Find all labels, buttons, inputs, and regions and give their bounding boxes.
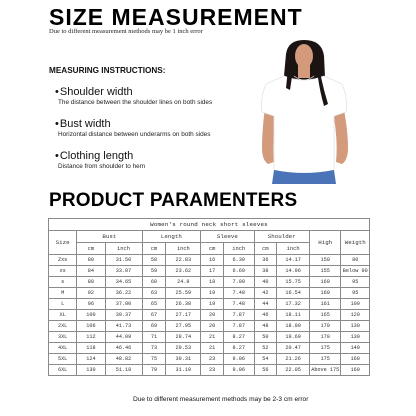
cell-high: 170 — [309, 321, 341, 332]
cell-shoulder-inch: 15.75 — [277, 277, 310, 288]
cell-shoulder-cm: 38 — [254, 266, 277, 277]
cell-length-inch: 27.95 — [166, 321, 201, 332]
cell-shoulder-cm: 42 — [254, 288, 277, 299]
table-row — [49, 299, 370, 310]
bullet-icon: • — [55, 118, 59, 130]
cell-sleeve-cm: 20 — [201, 310, 224, 321]
cell-shoulder-cm: 56 — [254, 365, 277, 376]
cell-bust-inch: 31.50 — [105, 255, 142, 266]
cell-bust-cm: 80 — [77, 255, 105, 266]
cell-weight: 80 — [341, 255, 370, 266]
cell-sleeve-inch: 9.06 — [224, 354, 254, 365]
cell-shoulder-cm: 48 — [254, 321, 277, 332]
cell-sleeve-cm: 17 — [201, 266, 224, 277]
cell-bust-inch: 39.37 — [105, 310, 142, 321]
cell-sleeve-inch: 9.06 — [224, 365, 254, 376]
table-row — [49, 310, 370, 321]
cell-bust-inch: 46.46 — [105, 343, 142, 354]
table-caption: Women's round neck short sleeves — [49, 219, 370, 231]
cell-length-inch: 22.83 — [166, 255, 201, 266]
cell-size: 4XL — [49, 343, 77, 354]
cell-length-cm: 65 — [142, 299, 166, 310]
cell-length-cm: 71 — [142, 332, 166, 343]
unit-inch: inch — [105, 243, 142, 255]
table-row — [49, 288, 370, 299]
unit-inch: inch — [224, 243, 254, 255]
cell-shoulder-cm: 54 — [254, 354, 277, 365]
header-bust: Bust — [77, 231, 142, 243]
cell-shoulder-inch: 22.05 — [277, 365, 310, 376]
cell-length-inch: 27.17 — [166, 310, 201, 321]
cell-bust-inch: 44.09 — [105, 332, 142, 343]
cell-shoulder-inch: 19.69 — [277, 332, 310, 343]
cell-sleeve-cm: 21 — [201, 332, 224, 343]
cell-bust-inch: 37.80 — [105, 299, 142, 310]
cell-shoulder-inch: 17.32 — [277, 299, 310, 310]
unit-cm: cm — [77, 243, 105, 255]
cell-sleeve-cm: 23 — [201, 354, 224, 365]
cell-bust-cm: 92 — [77, 288, 105, 299]
cell-sleeve-inch: 8.27 — [224, 343, 254, 354]
cell-bust-inch: 51.18 — [105, 365, 142, 376]
product-parameters-title: PRODUCT PARAMENTERS — [49, 190, 298, 211]
footer-error-note: Due to different measurement methods may be 2-3 cm error — [133, 396, 309, 403]
cell-length-inch: 29.53 — [166, 343, 201, 354]
cell-length-cm: 75 — [142, 354, 166, 365]
cell-shoulder-inch: 16.54 — [277, 288, 310, 299]
cell-length-cm: 67 — [142, 310, 166, 321]
cell-sleeve-cm: 19 — [201, 288, 224, 299]
cell-bust-cm: 96 — [77, 299, 105, 310]
cell-shoulder-cm: 40 — [254, 277, 277, 288]
cell-sleeve-inch: 7.09 — [224, 277, 254, 288]
model-tshirt-illustration — [244, 38, 364, 184]
cell-high: 175 — [309, 343, 341, 354]
table-row — [49, 365, 370, 376]
header-sleeve: Sleeve — [201, 231, 254, 243]
cell-weight: 160 — [341, 354, 370, 365]
cell-size: XL — [49, 310, 77, 321]
cell-weight: 130 — [341, 332, 370, 343]
cell-shoulder-inch: 18.11 — [277, 310, 310, 321]
cell-bust-inch: 33.07 — [105, 266, 142, 277]
cell-length-cm: 73 — [142, 343, 166, 354]
cell-weight: 95 — [341, 277, 370, 288]
instruction-label: Bust width — [59, 118, 111, 130]
size-table-body — [49, 255, 370, 376]
unit-cm: cm — [254, 243, 277, 255]
cell-sleeve-inch: 6.69 — [224, 266, 254, 277]
cell-bust-cm: 118 — [77, 343, 105, 354]
cell-size: 5XL — [49, 354, 77, 365]
cell-weight: 95 — [341, 288, 370, 299]
cell-length-inch: 26.38 — [166, 299, 201, 310]
cell-sleeve-inch: 7.48 — [224, 288, 254, 299]
measurement-error-note: Due to different measurement methods may be 1 inch error — [49, 28, 203, 35]
cell-shoulder-cm: 50 — [254, 332, 277, 343]
cell-weight: Below 90 — [341, 266, 370, 277]
cell-bust-inch: 36.22 — [105, 288, 142, 299]
cell-size: M — [49, 288, 77, 299]
unit-inch: inch — [166, 243, 201, 255]
cell-size: s — [49, 277, 77, 288]
instruction-desc: Distance from shoulder to hem — [58, 163, 146, 170]
cell-sleeve-cm: 16 — [201, 255, 224, 266]
header-high: High — [309, 231, 341, 255]
cell-sleeve-inch: 6.30 — [224, 255, 254, 266]
instruction-desc: The distance between the shoulder lines on both sides — [58, 99, 213, 106]
cell-high: 160 — [309, 277, 341, 288]
cell-bust-inch: 34.65 — [105, 277, 142, 288]
cell-length-cm: 60 — [142, 277, 166, 288]
cell-high: Above 175 — [309, 365, 341, 376]
cell-shoulder-cm: 52 — [254, 343, 277, 354]
table-row — [49, 255, 370, 266]
cell-length-inch: 28.74 — [166, 332, 201, 343]
cell-shoulder-cm: 46 — [254, 310, 277, 321]
cell-length-inch: 23.62 — [166, 266, 201, 277]
cell-bust-cm: 112 — [77, 332, 105, 343]
unit-cm: cm — [142, 243, 166, 255]
cell-sleeve-inch: 7.48 — [224, 299, 254, 310]
instruction-label: Shoulder width — [59, 86, 133, 98]
cell-sleeve-inch: 7.87 — [224, 321, 254, 332]
cell-length-cm: 58 — [142, 255, 166, 266]
cell-high: 150 — [309, 255, 341, 266]
cell-size: 3XL — [49, 332, 77, 343]
cell-high: 160 — [309, 288, 341, 299]
cell-sleeve-cm: 21 — [201, 343, 224, 354]
cell-length-cm: 79 — [142, 365, 166, 376]
instruction-label: Clothing length — [59, 150, 134, 162]
cell-weight: 120 — [341, 310, 370, 321]
cell-length-inch: 30.31 — [166, 354, 201, 365]
table-row — [49, 266, 370, 277]
cell-sleeve-cm: 19 — [201, 299, 224, 310]
cell-shoulder-inch: 14.96 — [277, 266, 310, 277]
cell-sleeve-cm: 20 — [201, 321, 224, 332]
cell-length-cm: 63 — [142, 288, 166, 299]
instruction-item-shoulder — [55, 86, 212, 106]
cell-bust-cm: 88 — [77, 277, 105, 288]
cell-sleeve-cm: 23 — [201, 365, 224, 376]
cell-bust-cm: 130 — [77, 365, 105, 376]
cell-size: L — [49, 299, 77, 310]
size-table — [48, 218, 370, 388]
table-row — [49, 277, 370, 288]
header-weight: Weigth — [341, 231, 370, 255]
unit-inch: inch — [277, 243, 310, 255]
bullet-icon: • — [55, 86, 59, 98]
cell-shoulder-inch: 14.17 — [277, 255, 310, 266]
cell-length-cm: 69 — [142, 321, 166, 332]
cell-bust-inch: 41.73 — [105, 321, 142, 332]
cell-bust-cm: 84 — [77, 266, 105, 277]
cell-length-inch: 25.59 — [166, 288, 201, 299]
instructions-title: MEASURING INSTRUCTIONS: — [49, 66, 166, 75]
header-size: Size — [49, 231, 77, 255]
cell-weight: 140 — [341, 343, 370, 354]
cell-weight: 100 — [341, 299, 370, 310]
cell-sleeve-inch: 8.27 — [224, 332, 254, 343]
table-row — [49, 343, 370, 354]
cell-high: 165 — [309, 310, 341, 321]
instruction-desc: Horizontal distance between underarms on both sides — [58, 131, 211, 138]
cell-size: Zxs — [49, 255, 77, 266]
table-row — [49, 332, 370, 343]
cell-high: 161 — [309, 299, 341, 310]
cell-shoulder-inch: 18.90 — [277, 321, 310, 332]
instruction-item-length — [55, 150, 145, 170]
cell-size: 6XL — [49, 365, 77, 376]
cell-bust-cm: 106 — [77, 321, 105, 332]
bullet-icon: • — [55, 150, 59, 162]
cell-sleeve-cm: 18 — [201, 277, 224, 288]
cell-high: 170 — [309, 332, 341, 343]
page-title: SIZE MEASUREMENT — [49, 4, 303, 30]
cell-bust-inch: 48.82 — [105, 354, 142, 365]
cell-high: 155 — [309, 266, 341, 277]
cell-bust-cm: 124 — [77, 354, 105, 365]
cell-size: 2XL — [49, 321, 77, 332]
cell-sleeve-inch: 7.87 — [224, 310, 254, 321]
cell-length-inch: 31.10 — [166, 365, 201, 376]
cell-length-cm: 59 — [142, 266, 166, 277]
header-shoulder: Shoulder — [254, 231, 309, 243]
cell-shoulder-inch: 21.26 — [277, 354, 310, 365]
cell-weight: 130 — [341, 321, 370, 332]
table-row — [49, 321, 370, 332]
table-row — [49, 354, 370, 365]
cell-length-inch: 24.9 — [166, 277, 201, 288]
cell-size: xs — [49, 266, 77, 277]
cell-high: 175 — [309, 354, 341, 365]
cell-shoulder-inch: 20.47 — [277, 343, 310, 354]
instruction-item-bust — [55, 118, 210, 138]
header-length: Length — [142, 231, 201, 243]
unit-cm: cm — [201, 243, 224, 255]
cell-bust-cm: 100 — [77, 310, 105, 321]
cell-shoulder-cm: 44 — [254, 299, 277, 310]
cell-weight: 160 — [341, 365, 370, 376]
cell-shoulder-cm: 36 — [254, 255, 277, 266]
